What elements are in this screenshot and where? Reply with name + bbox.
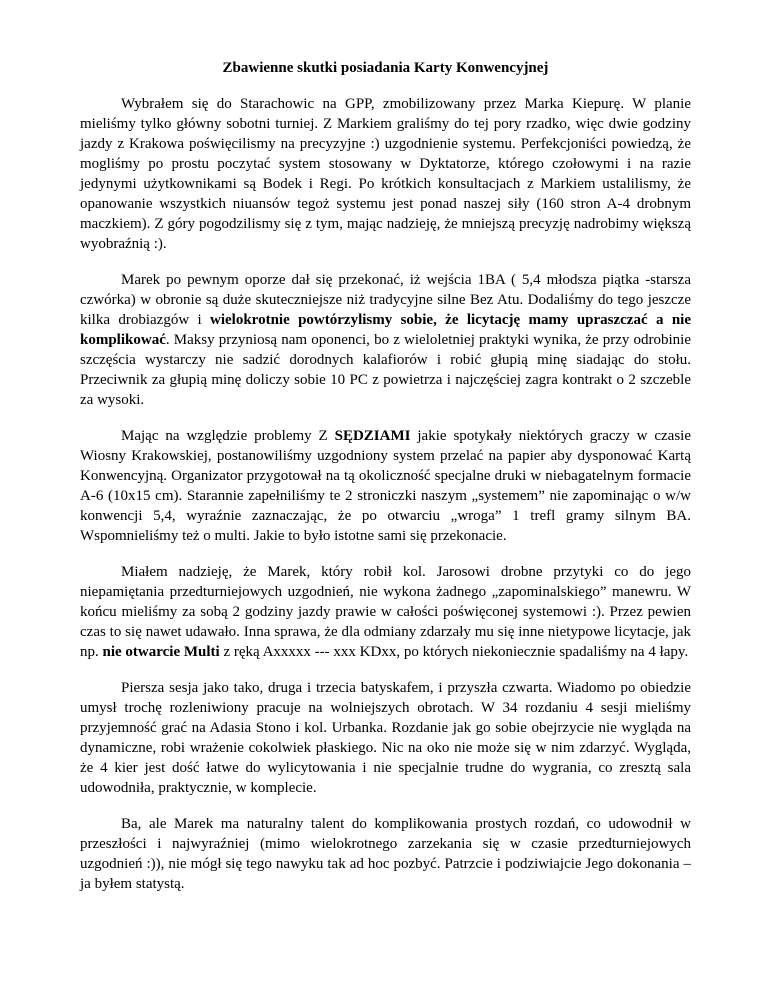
paragraph-3-text-a: Mając na względzie problemy Z: [121, 428, 335, 444]
paragraph-4-text-b: z ręką Axxxxx --- xxx KDxx, po których niekoniecznie spadaliśmy na 4 łapy.: [219, 644, 689, 660]
paragraph-3: [80, 426, 691, 546]
paragraph-5: [80, 678, 691, 798]
paragraph-2-text-a: Marek po pewnym oporze dał się przekonać, iż wejścia 1BA ( 5,4 młodsza piątka -starsza czwórka) w obronie są duże skuteczniejsze niż tradycyjne silne Bez Atu. Dodaliśmy do tego jeszcze kilka drobiazgów i: [80, 272, 691, 328]
paragraph-1: [80, 94, 691, 254]
paragraph-2: [80, 270, 691, 410]
paragraph-6: [80, 814, 691, 894]
document-title: Zbawienne skutki posiadania Karty Konwencyjnej: [222, 60, 549, 76]
paragraph-3-text-b: jakie spotykały niektórych graczy w czasie Wiosny Krakowskiej, postanowiliśmy uzgodniony system przelać na papier aby dysponować Kartą Konwencyjną. Organizator przygotował na tą okoliczność specjalne druki w niebagatelnym formacie A-6 (10x15 cm). Starannie zapełniliśmy te 2 stroniczki naszym „systemem” nie zapominając o w/w konwencji 5,4, wyraźnie zaznaczając, że po otwarciu „wroga” 1 trefl gramy silnym BA. Wspomnieliśmy też o multi. Jakie to było istotne sami się przekonacie.: [80, 428, 691, 544]
paragraph-3-bold: SĘDZIAMI: [334, 428, 411, 444]
paragraph-1-text: Wybrałem się do Starachowic na GPP, zmobilizowany przez Marka Kiepurę. W planie mieliśmy tylko główny sobotni turniej. Z Markiem graliśmy do tej pory rzadko, więc dwie godziny jazdy z Krakowa poświęcilismy na precyzyjne :) uzgodnienie systemu. Perfekcjoniści powiedzą, że mogliśmy po prostu poczytać system stosowany w Dyktatorze, którego czołowymi i na razie jedynymi użytkownikami są Bodek i Regi. Po krótkich konsultacjach z Markiem ustalilismy, że opanowanie wszystkich niuansów tegoż systemu jest ponad naszej siły (160 stron A-4 drobnym maczkiem). Z góry pogodzilismy się z tym, mając nadzieję, że mniejszą precyzję nadrobimy większą wyobraźnią :).: [80, 96, 691, 252]
paragraph-6-text: Ba, ale Marek ma naturalny talent do komplikowania prostych rozdań, co udowodnił w przeszłości i najwyraźniej (mimo wielokrotnego zarzekania się w czasie przedturniejowych uzgodnień :)), nie mógł się tego nawyku tak ad hoc pozbyć. Patrzcie i podziwiajcie Jego dokonania – ja byłem statystą.: [80, 816, 691, 892]
paragraph-2-text-b: . Maksy przyniosą nam oponenci, bo z wieloletniej praktyki wynika, że przy odrobinie szczęścia wystarczy nie sadzić dorodnych kalafiorów i robić głupią minę siadając do stołu. Przeciwnik za głupią minę doliczy sobie 10 PC z powietrza i najczęściej zagra kontrakt o 2 szczeble za wysoki.: [80, 332, 691, 408]
paragraph-4: [80, 562, 691, 662]
paragraph-5-text: Piersza sesja jako tako, druga i trzecia batyskafem, i przyszła czwarta. Wiadomo po obiedzie umysł trochę rozleniwiony pracuje na wolniejszych obrotach. W 34 rozdaniu 4 sesji mieliśmy przyjemność grać na Adasia Stono i kol. Urbanka. Rozdanie jak go sobie obejrzycie nie wygląda na dynamiczne, robi wrażenie cokolwiek płaskiego. Nic na oko nie może się w nim zdarzyć. Wygląda, że 4 kier jest dość łatwe do wylicytowania i nie specjalnie trudne do wygrania, co zresztą sala udowodniła, praktycznie, w komplecie.: [80, 680, 691, 796]
paragraph-4-text-a: Miałem nadzieję, że Marek, który robił kol. Jarosowi drobne przytyki co do jego niepamiętania przedturniejowych uzgodnień, nie wykona żadnego „zapominalskiego” manewru. W końcu mieliśmy za sobą 2 godziny jazdy prawie w całości poświęconej systemowi :). Przez pewien czas to się nawet udawało. Inna sprawa, że dla odmiany zdarzały mu się inne nietypowe licytacje, jak np.: [80, 564, 691, 660]
paragraph-2-bold: wielokrotnie powtórzylismy sobie, że licytację mamy upraszczać a nie komplikować: [80, 312, 691, 348]
document-page: [80, 58, 691, 894]
paragraph-4-bold: nie otwarcie Multi: [102, 644, 220, 660]
